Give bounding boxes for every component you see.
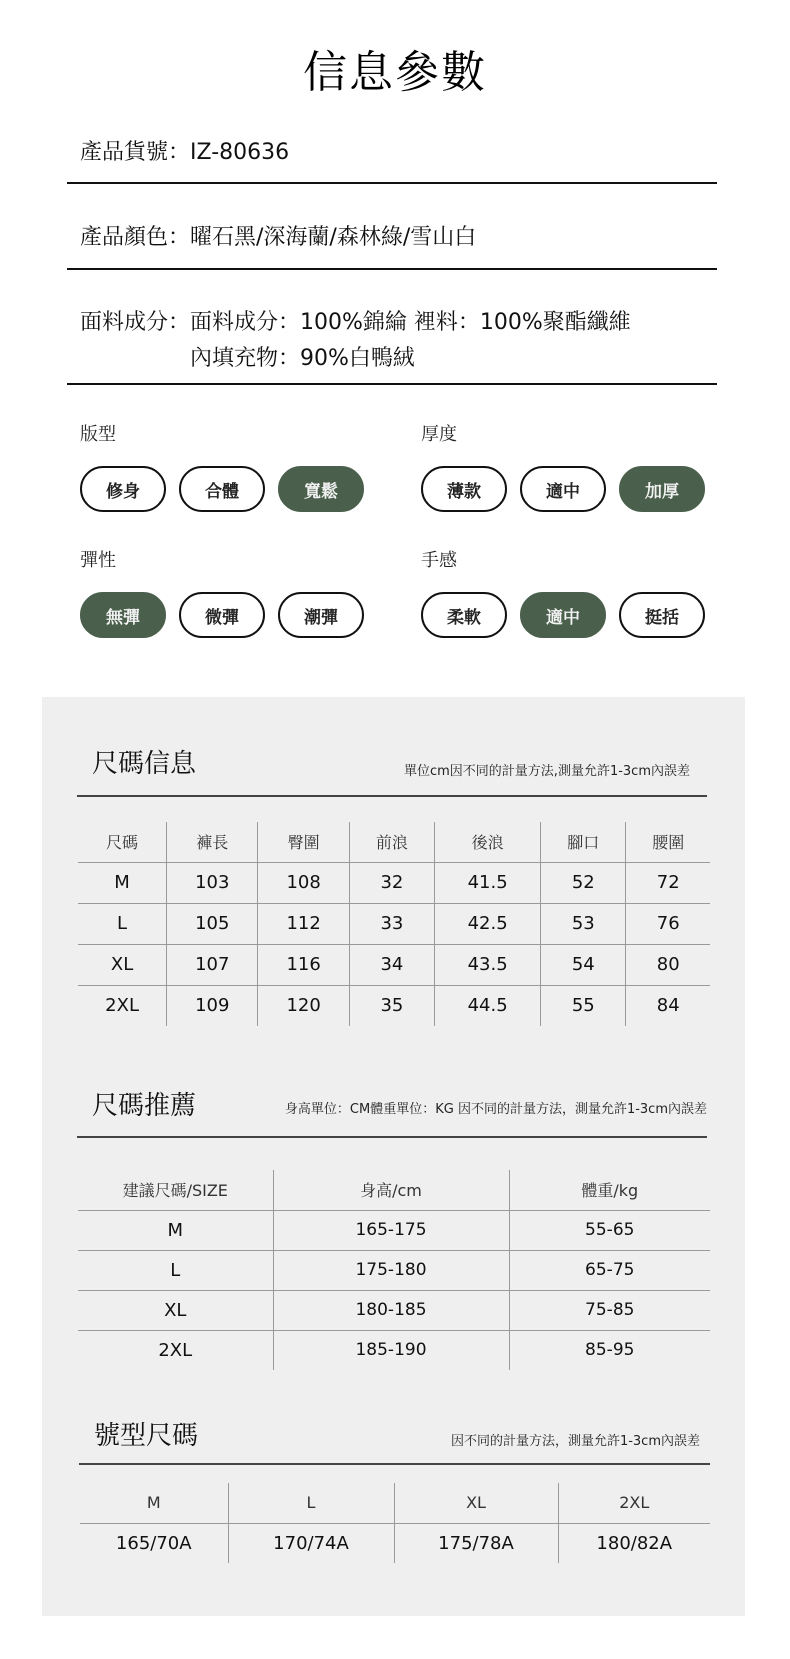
table-cell: 108 — [258, 862, 349, 903]
table-cell: 72 — [626, 862, 710, 903]
page-title: 信息參數 — [303, 47, 487, 98]
attr-label-elasticity: 彈性 — [80, 550, 116, 571]
attr-label-thickness: 厚度 — [421, 424, 457, 445]
table-cell: 180/82A — [558, 1523, 710, 1563]
header-cell: 體重/kg — [509, 1170, 710, 1210]
option-no-stretch[interactable]: 無彈 — [80, 592, 166, 638]
product-color-value: 曜石黑/深海蘭/森林綠/雪山白 — [190, 225, 477, 250]
fabric-row — [80, 305, 631, 377]
header-cell: 褲長 — [167, 822, 258, 862]
size-type-note: 因不同的計量方法，測量允許1-3cm內誤差 — [450, 1434, 700, 1449]
fabric-line-2: 內填充物：90%白鴨絨 — [190, 346, 415, 371]
table-cell: XL — [78, 1290, 273, 1330]
table-cell: 33 — [349, 903, 434, 944]
header-cell: 2XL — [558, 1483, 710, 1523]
option-thin[interactable]: 薄款 — [421, 466, 507, 512]
table-cell: L — [78, 903, 167, 944]
header-cell: 臀圍 — [258, 822, 349, 862]
table-row — [78, 903, 710, 944]
table-cell: 175-180 — [273, 1250, 509, 1290]
feel-options — [421, 592, 705, 638]
table-cell: 165/70A — [80, 1523, 228, 1563]
table-cell: M — [78, 862, 167, 903]
table-cell: 180-185 — [273, 1290, 509, 1330]
header-cell: 身高/cm — [273, 1170, 509, 1210]
table-cell: 120 — [258, 985, 349, 1026]
table-row — [78, 985, 710, 1026]
table-cell: 41.5 — [435, 862, 541, 903]
option-slight-stretch[interactable]: 微彈 — [179, 592, 265, 638]
fabric-line-1: 面料成分：100%錦綸 裡料：100%聚酯纖維 — [190, 310, 631, 335]
table-cell: 43.5 — [435, 944, 541, 985]
thickness-options — [421, 466, 705, 512]
table-cell: 53 — [541, 903, 626, 944]
table-cell: 170/74A — [228, 1523, 394, 1563]
table-cell: 109 — [167, 985, 258, 1026]
table-cell: 84 — [626, 985, 710, 1026]
table-cell: M — [78, 1210, 273, 1250]
divider — [67, 182, 717, 184]
option-high-stretch[interactable]: 潮彈 — [278, 592, 364, 638]
option-medium[interactable]: 適中 — [520, 466, 606, 512]
table-cell: XL — [78, 944, 167, 985]
table-cell: 116 — [258, 944, 349, 985]
table-row — [78, 1210, 710, 1250]
size-info-rule — [77, 795, 707, 797]
attr-label-fit: 版型 — [80, 424, 116, 445]
fabric-label: 面料成分： — [80, 310, 191, 335]
table-cell: 112 — [258, 903, 349, 944]
product-color-label: 產品顏色： — [80, 225, 191, 250]
table-cell: 175/78A — [394, 1523, 558, 1563]
elasticity-options — [80, 592, 364, 638]
table-cell: 65-75 — [509, 1250, 710, 1290]
table-row — [78, 1330, 710, 1370]
size-info-title: 尺碼信息 — [92, 749, 197, 779]
option-thick[interactable]: 加厚 — [619, 466, 705, 512]
table-header-row — [78, 1170, 710, 1210]
header-cell: 腳口 — [541, 822, 626, 862]
table-cell: L — [78, 1250, 273, 1290]
product-code-row — [80, 135, 289, 171]
table-cell: 165-175 — [273, 1210, 509, 1250]
table-cell: 35 — [349, 985, 434, 1026]
table-cell: 80 — [626, 944, 710, 985]
table-cell: 42.5 — [435, 903, 541, 944]
table-cell: 103 — [167, 862, 258, 903]
product-color-row — [80, 220, 476, 256]
option-loose[interactable]: 寬鬆 — [278, 466, 364, 512]
table-cell: 44.5 — [435, 985, 541, 1026]
table-cell: 55-65 — [509, 1210, 710, 1250]
size-recommend-table — [78, 1170, 710, 1370]
table-cell: 85-95 — [509, 1330, 710, 1370]
divider — [67, 383, 717, 385]
table-cell: 32 — [349, 862, 434, 903]
table-row — [78, 944, 710, 985]
option-stiff[interactable]: 挺括 — [619, 592, 705, 638]
option-soft[interactable]: 柔軟 — [421, 592, 507, 638]
table-cell: 76 — [626, 903, 710, 944]
divider — [67, 268, 717, 270]
header-cell: 腰圍 — [626, 822, 710, 862]
table-row — [80, 1523, 710, 1563]
table-header-row — [78, 822, 710, 862]
table-row — [78, 1250, 710, 1290]
table-row — [78, 1290, 710, 1330]
header-cell: XL — [394, 1483, 558, 1523]
table-cell: 55 — [541, 985, 626, 1026]
table-cell: 54 — [541, 944, 626, 985]
attr-label-feel: 手感 — [421, 550, 457, 571]
header-cell: 前浪 — [349, 822, 434, 862]
option-regular[interactable]: 合體 — [179, 466, 265, 512]
size-type-table — [80, 1483, 710, 1563]
table-cell: 75-85 — [509, 1290, 710, 1330]
header-cell: 尺碼 — [78, 822, 167, 862]
product-code-label: 產品貨號： — [80, 140, 191, 165]
header-cell: M — [80, 1483, 228, 1523]
size-recommend-note: 身高單位：CM體重單位：KG 因不同的計量方法，測量允許1-3cm內誤差 — [284, 1102, 707, 1117]
product-code-value: IZ-80636 — [190, 140, 290, 165]
table-cell: 2XL — [78, 985, 167, 1026]
size-recommend-rule — [77, 1136, 707, 1138]
table-cell: 107 — [167, 944, 258, 985]
size-info-table — [78, 822, 710, 1026]
fit-options — [80, 466, 364, 512]
table-header-row — [80, 1483, 710, 1523]
table-row — [78, 862, 710, 903]
table-cell: 185-190 — [273, 1330, 509, 1370]
size-recommend-title: 尺碼推薦 — [92, 1091, 197, 1121]
table-cell: 34 — [349, 944, 434, 985]
table-cell: 2XL — [78, 1330, 273, 1370]
size-info-note: 單位cm因不同的計量方法,測量允許1-3cm內誤差 — [404, 764, 690, 779]
option-moderate[interactable]: 適中 — [520, 592, 606, 638]
header-cell: 建議尺碼/SIZE — [78, 1170, 273, 1210]
header-cell: L — [228, 1483, 394, 1523]
option-slim[interactable]: 修身 — [80, 466, 166, 512]
size-type-title: 號型尺碼 — [94, 1421, 199, 1451]
table-cell: 105 — [167, 903, 258, 944]
size-type-rule — [79, 1463, 710, 1465]
table-cell: 52 — [541, 862, 626, 903]
header-cell: 後浪 — [435, 822, 541, 862]
